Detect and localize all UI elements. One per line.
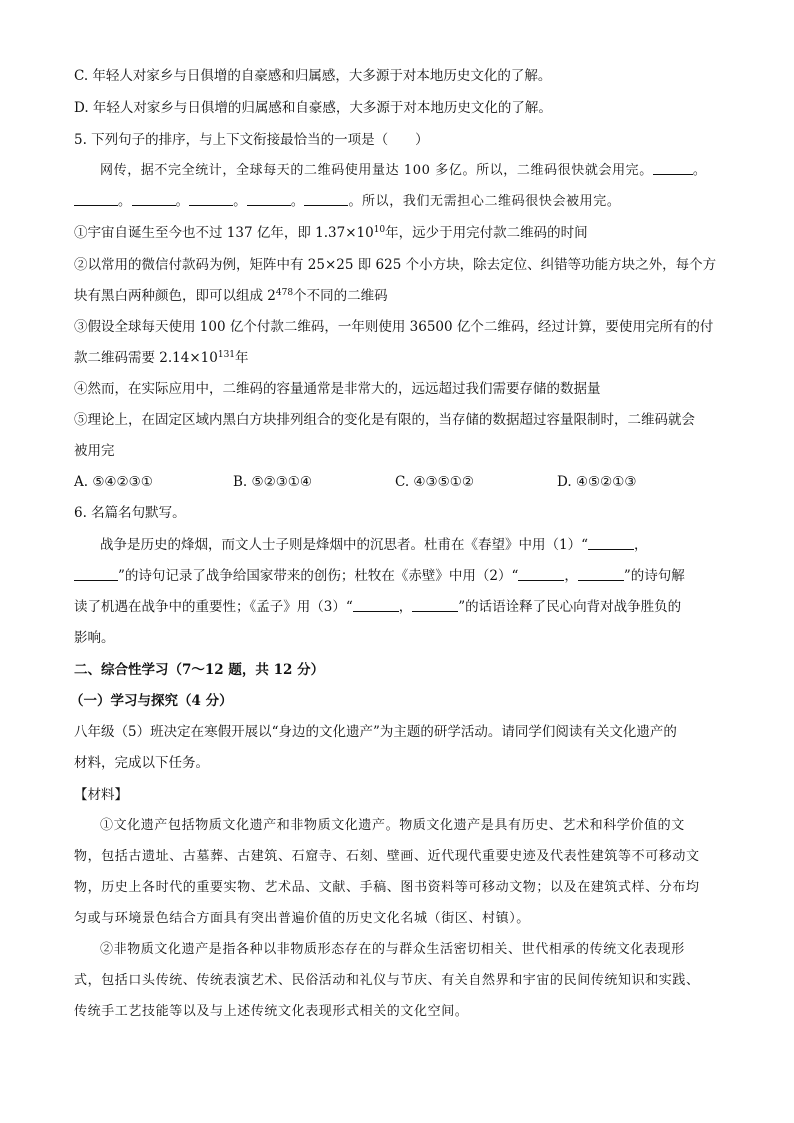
material-1-line2: 物，包括古遗址、古墓葬、古建筑、石窟寺、石刻、壁画、近代现代重要史迹及代表性建筑等不可移动文: [74, 849, 700, 864]
q5-sentence-1: ①宇宙自诞生至今也不过 137 亿年，即 $1.37\times 10^{10}$年，远少于用完付款二维码的时间: [74, 225, 588, 241]
q6-stem: 6. 名篇名句默写。: [74, 505, 186, 521]
q5-blank: [653, 161, 693, 175]
material-2-line3: 传统手工艺技能等以及与上述传统文化表现形式相关的文化空间。: [74, 1004, 469, 1019]
q5-sentence-3-line2: 款二维码需要 $2.14\times 10^{131}$年: [74, 350, 249, 366]
material-2-line2: 式，包括口头传统、传统表演艺术、民俗活动和礼仪与节庆、有关自然界和宇宙的民间传统知识和实践、: [74, 973, 700, 988]
q5-blank: [74, 192, 118, 206]
section-heading: 二、综合性学习（7～12 题，共 12 分）: [74, 662, 325, 678]
q6-blank-3b: [412, 598, 458, 612]
material-label: 【材料】: [74, 787, 128, 803]
q6-line1: 战争是历史的烽烟，而文人士子则是烽烟中的沉思者。杜甫在《春望》中用（1）“ ，: [100, 537, 648, 553]
q4-option-c: C. 年轻人对家乡与日俱增的自豪感和归属感，大多源于对本地历史文化的了解。: [74, 68, 552, 84]
material-2-line1: ②非物质文化遗产是指各种以非物质形态存在的与群众生活密切相关、世代相承的传统文化表现形: [100, 942, 685, 957]
q5-option-c: C. ④③⑤①②: [395, 474, 474, 490]
q4-option-d: D. 年轻人对家乡与日俱增的归属感和自豪感，大多源于对本地历史文化的了解。: [74, 100, 552, 116]
q6-blank-2a: [518, 567, 564, 581]
q6-blank-3a: [353, 598, 399, 612]
q5-sentence-5-line1: ⑤理论上，在固定区域内黑白方块排列组合的变化是有限的，当存储的数据超过容量限制时，二维码就会: [74, 412, 695, 428]
q5-sentence-5-line2: 被用完: [74, 443, 115, 459]
q6-blank-1b: [74, 567, 118, 581]
material-1-line3: 物，历史上各时代的重要实物、艺术品、文献、手稿、图书资料等可移动文物；以及在建筑式样、分布均: [74, 880, 700, 895]
q5-passage-line1: 网传，据不完全统计，全球每天的二维码使用量达 100 多亿。所以，二维码很快就会用完。 。: [100, 163, 707, 178]
q5-blank: [189, 192, 233, 206]
q5-passage-line2: 。 。 。 。 。所以，我们无需担心二维码很快会被用完。: [74, 192, 620, 212]
q5-passage-text: 网传，据不完全统计，全球每天的二维码使用量达 100 多亿。所以，二维码很快就会用完。: [100, 163, 653, 178]
q6-blank-2b: [578, 567, 624, 581]
q5-stem: 5. 下列句子的排序，与上下文衔接最恰当的一项是（ ）: [74, 132, 429, 148]
q6-line3: 读了机遇在战争中的重要性；《孟子》用（3）“ ， ”的话语诠释了民心向背对战争胜负的: [74, 599, 682, 615]
q6-line2: ”的诗句记录了战争给国家带来的创伤；杜牧在《赤壁》中用（2）“ ， ”的诗句解: [74, 566, 685, 586]
q5-sentence-3-line1: ③假设全球每天使用 100 亿个付款二维码，一年则使用 36500 亿个二维码，经过计算，要使用完所有的付: [74, 319, 714, 335]
q6-blank-1a: [588, 536, 634, 550]
q5-blank: [132, 192, 176, 206]
q5-sentence-4: ④然而，在实际应用中，二维码的容量通常是非常大的，远远超过我们需要存储的数据量: [74, 381, 601, 397]
q5-sentence-2-line2: 块有黑白两种颜色，即可以组成 $2^{478}$个不同的二维码: [74, 288, 388, 304]
material-1-line4: 匀或与环境景色结合方面具有突出普遍价值的历史文化名城（街区、村镇）。: [74, 911, 530, 926]
intro-line2: 材料，完成以下任务。: [74, 755, 209, 771]
subsection-heading: （一）学习与探究（4 分）: [70, 693, 233, 709]
q6-line4: 影响。: [74, 630, 115, 646]
intro-line1: 八年级（5）班决定在寒假开展以“身边的文化遗产”为主题的研学活动。请同学们阅读有关文化遗产的: [74, 724, 677, 740]
material-1-line1: ①文化遗产包括物质文化遗产和非物质文化遗产。物质文化遗产是具有历史、艺术和科学价值的文: [100, 818, 685, 833]
q5-blank: [304, 192, 348, 206]
q5-option-b: B. ⑤②③①④: [233, 474, 313, 490]
q5-option-d: D. ④⑤②①③: [557, 474, 637, 490]
q5-sentence-2-line1: ②以常用的微信付款码为例，矩阵中有 25×25 即 625 个小方块，除去定位、纠错等功能方块之外，每个方: [74, 257, 717, 273]
q5-option-a: A. ⑤④②③①: [74, 474, 153, 490]
q5-blank: [247, 192, 291, 206]
